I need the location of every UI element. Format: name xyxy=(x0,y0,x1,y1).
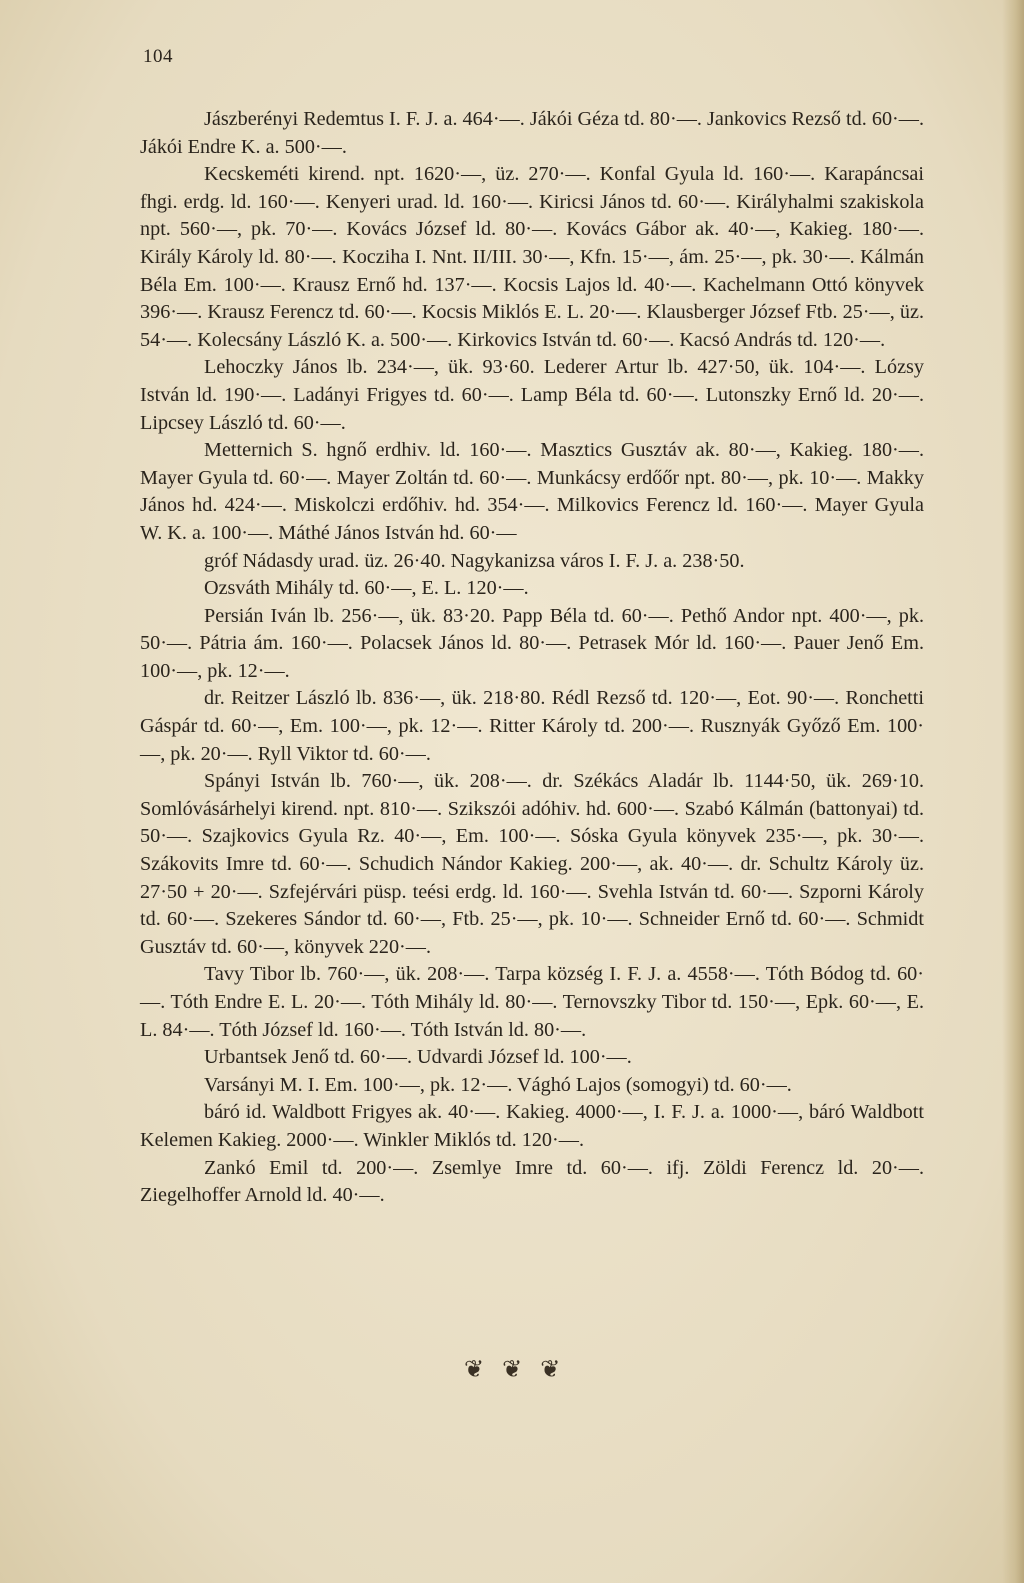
paragraph-m: Metternich S. hgnő erdhiv. ld. 160·—. Masztics Gusztáv ak. 80·—, Kakieg. 180·—. Mayer Gyula td. 60·—. Mayer Zoltán td. 60·—. Munkácsy erdőőr npt. 80·—, pk. 10·—. Makky János hd. 424·—. Miskolczi erdőhiv. hd. 354·—. Milkovics Ferencz ld. 160·—. Mayer Gyula W. K. a. 100·—. Máthé János István hd. 60·— xyxy=(140,439,924,544)
paragraph-w: báró id. Waldbott Frigyes ak. 40·—. Kakieg. 4000·—, I. F. J. a. 1000·—, báró Waldbott Kelemen Kakieg. 2000·—. Winkler Miklós td. 120·—. xyxy=(140,1101,924,1151)
paragraph-t: Tavy Tibor lb. 760·—, ük. 208·—. Tarpa község I. F. J. a. 4558·—. Tóth Bódog td. 60·—. Tóth Endre E. L. 20·—. Tóth Mihály ld. 80·—. Ternovszky Tibor td. 150·—, Epk. 60·—, E. L. 84·—. Tóth József ld. 160·—. Tóth István ld. 80·—. xyxy=(140,963,924,1041)
paragraph-n: gróf Nádasdy urad. üz. 26·40. Nagykanizsa város I. F. J. a. 238·50. xyxy=(204,549,745,572)
page-number: 104 xyxy=(143,46,173,67)
end-ornament-icon: ❦ ❦ ❦ xyxy=(464,1357,567,1383)
paragraph-v: Varsányi M. I. Em. 100·—, pk. 12·—. Vághó Lajos (somogyi) td. 60·—. xyxy=(204,1073,792,1096)
paragraph-o: Ozsváth Mihály td. 60·—, E. L. 120·—. xyxy=(204,577,529,600)
paragraph-r: dr. Reitzer László lb. 836·—, ük. 218·80. Rédl Rezső td. 120·—, Eot. 90·—. Ronchetti Gáspár td. 60·—, Em. 100·—, pk. 12·—. Ritter Károly td. 200·—. Rusznyák Győző Em. 100·—, pk. 20·—. Ryll Viktor td. 60·—. xyxy=(140,687,924,765)
paragraph-k: Kecskeméti kirend. npt. 1620·—, üz. 270·—. Konfal Gyula ld. 160·—. Karapáncsai fhgi. erdg. ld. 160·—. Kenyeri urad. ld. 160·—. Kiricsi János td. 60·—. Királyhalmi szakiskola npt. 560·—, pk. 70·—. Kovács József ld. 80·—. Kovács Gábor ak. 40·—, Kakieg. 180·—. Király Károly ld. 80·—. Kocziha I. Nnt. II/III. 30·—, Kfn. 15·—, ám. 25·—, pk. 30·—. Kálmán Béla Em. 100·—. Krausz Ernő hd. 137·—. Kocsis Lajos ld. 40·—. Kachelmann Ottó könyvek 396·—. Krausz Ferencz td. 60·—. Kocsis Miklós E. L. 20·—. Klausberger József Ftb. 25·—, üz. 54·—. Kolecsány László K. a. 500·—. Kirkovics István td. 60·—. Kacsó András td. 120·—. xyxy=(140,163,924,351)
paragraph-j: Jászberényi Redemtus I. F. J. a. 464·—. Jákói Géza td. 80·—. Jankovics Rezső td. 60·—. Jákói Endre K. a. 500·—. xyxy=(140,108,924,158)
paragraph-z: Zankó Emil td. 200·—. Zsemlye Imre td. 60·—. ifj. Zöldi Ferencz ld. 20·—. Ziegelhoffer Arnold ld. 40·—. xyxy=(140,1156,924,1207)
donor-list xyxy=(140,106,924,1210)
page-edge-shadow xyxy=(1002,0,1024,1583)
paragraph-s: Spányi István lb. 760·—, ük. 208·—. dr. Székács Aladár lb. 1144·50, ük. 269·10. Somlóvásárhelyi kirend. npt. 810·—. Szikszói adóhiv. hd. 600·—. Szabó Kálmán (battonyai) td. 50·—. Szajkovics Gyula Rz. 40·—, Em. 100·—. Sóska Gyula könyvek 235·—, pk. 30·—. Szákovits Imre td. 60·—. Schudich Nándor Kakieg. 200·—, ak. 40·—. dr. Schultz Károly üz. 27·50 + 20·—. Szfejérvári püsp. teési erdg. ld. 160·—. Svehla István td. 60·—. Szporni Károly td. 60·—. Szekeres Sándor td. 60·—, Ftb. 25·—, pk. 10·—. Schneider Ernő td. 60·—. Schmidt Gusztáv td. 60·—, könyvek 220·—. xyxy=(140,770,924,958)
paragraph-u: Urbantsek Jenő td. 60·—. Udvardi József ld. 100·—. xyxy=(204,1046,632,1069)
paragraph-l: Lehoczky János lb. 234·—, ük. 93·60. Lederer Artur lb. 427·50, ük. 104·—. Lózsy István ld. 190·—. Ladányi Frigyes td. 60·—. Lamp Béla td. 60·—. Lutonszky Ernő ld. 20·—. Lipcsey László td. 60·—. xyxy=(140,356,924,434)
paragraph-p: Persián Iván lb. 256·—, ük. 83·20. Papp Béla td. 60·—. Pethő Andor npt. 400·—, pk. 50·—. Pátria ám. 160·—. Polacsek János ld. 80·—. Petrasek Mór ld. 160·—. Pauer Jenő Em. 100·—, pk. 12·—. xyxy=(140,604,924,682)
